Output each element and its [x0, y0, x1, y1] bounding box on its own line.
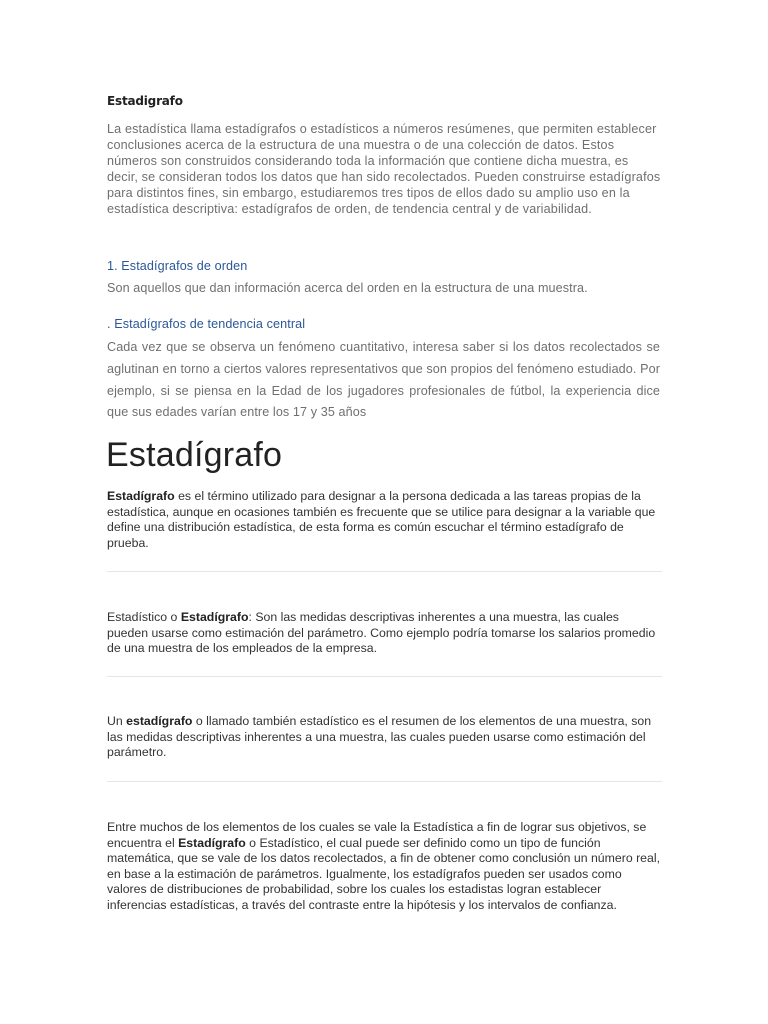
section-body-orden: Son aquellos que dan información acerca del orden en la estructura de una muestra.: [107, 281, 588, 295]
definition-paragraph-3: [107, 714, 662, 761]
main-heading: Estadígrafo: [106, 436, 283, 474]
definition-term: estadígrafo: [126, 714, 193, 728]
document-title: Estadigrafo: [107, 94, 183, 108]
intro-paragraph: La estadística llama estadígrafos o estadísticos a números resúmenes, que permiten establecer conclusiones acerca de la estructura de una muestra o de una colección de datos. Estos números son construidos considerando toda la información que contiene dicha muestra, es decir, se consideran todos los datos que han sido recolectados. Pueden construirse estadígrafos para distintos fines, sin embargo, estudiaremos tres tipos de ellos dado su amplio uso en la estadística descriptiva: estadígrafos de orden, de tendencia central y de variabilidad.: [107, 122, 661, 216]
definition-lead: Un: [107, 714, 127, 728]
definition-lead: Estadístico o: [107, 610, 181, 624]
definition-text: o Estadístico, el cual puede ser definido como un tipo de función matemática, que se vale de los datos recolectados, a fin de obtener como conclusión un número real, en base a la estimación de parámetros. Igualmente, los estadígrafos pueden ser usados como valores de distribuciones de probabilidad, sobre los cuales los estadistas logran establecer inferencias estadísticas, a través del contraste entre la hipótesis y los intervalos de confianza.: [107, 835, 660, 912]
section-heading-orden: 1. Estadígrafos de orden: [107, 259, 248, 273]
section-heading-tendencia-central: . Estadígrafos de tendencia central: [107, 317, 306, 331]
definition-text: : Son las medidas descriptivas inherentes a una muestra, las cuales pueden usarse como estimación del parámetro. Como ejemplo podría tomarse los salarios promedio de una muestra de los empleados de la empresa.: [107, 610, 656, 656]
definition-text: es el término utilizado para designar a la persona dedicada a las tareas propias de la estadística, aunque en ocasiones también es frecuente que se utilice para designar a la variable que define una distribución estadística, de esta forma es común escuchar el término estadígrafo de prueba.: [107, 489, 656, 550]
definition-term: Estadígrafo: [107, 489, 175, 503]
definition-term: Estadígrafo: [178, 835, 246, 850]
definition-term: Estadígrafo: [180, 610, 249, 624]
definition-paragraph-4: [107, 820, 662, 914]
divider: [107, 676, 662, 677]
divider: [107, 781, 662, 782]
definition-paragraph-2: [107, 610, 662, 657]
definition-paragraph-1: [107, 489, 662, 551]
section-body-tendencia-central: Cada vez que se observa un fenómeno cuantitativo, interesa saber si los datos recolectados se aglutinan en torno a ciertos valores representativos que son propios del fenómeno estudiado. Por ejemplo, si se piensa en la Edad de los jugadores profesionales de fútbol, la experiencia dice que sus edades varían entre los 17 y 35 años: [107, 340, 660, 420]
divider: [107, 571, 662, 572]
definition-text: o llamado también estadístico es el resumen de los elementos de una muestra, son las medidas descriptivas inherentes a una muestra, las cuales pueden usarse como estimación del parámetro.: [107, 714, 652, 760]
definition-lead: Entre muchos de los elementos de los cuales se vale la Estadística a fin de lograr sus objetivos, se encuentra el: [107, 820, 647, 850]
